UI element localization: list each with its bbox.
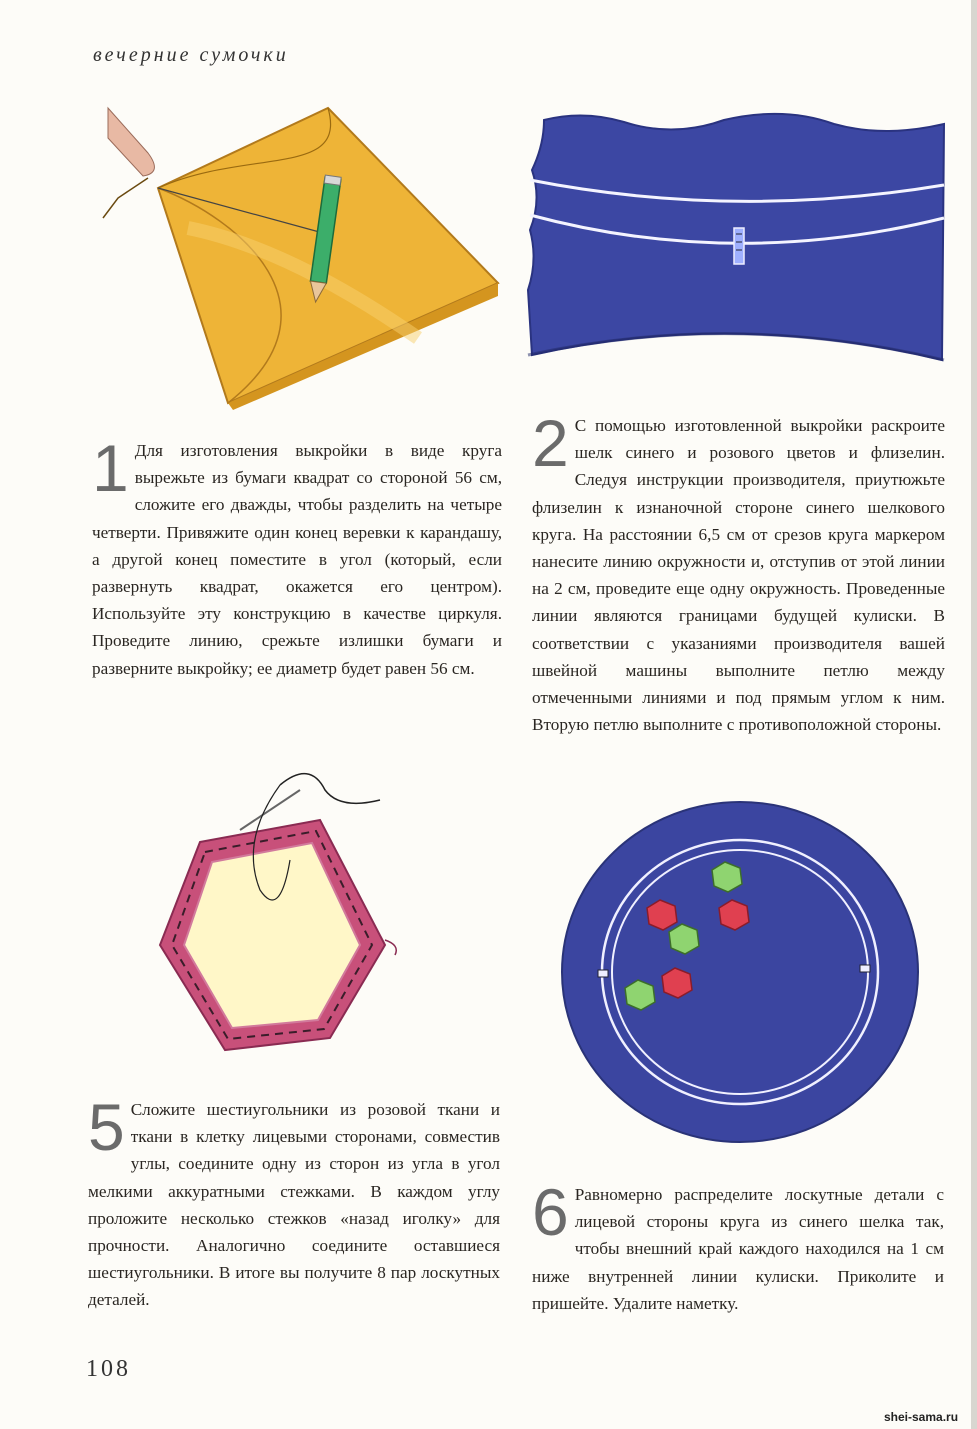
page-number: 108 [86, 1356, 131, 1382]
step-2 [532, 406, 945, 738]
step-6 [532, 1175, 944, 1317]
blue-circle-patches-illustration [560, 800, 925, 1145]
step-text: С помощью изготовленной выкройки раскроите шелк синего и розового цветов и флизелин. Следуя инструкции производителя, приутюжьте флизелин к изнаночной стороне синего шелкового круга. На расстоянии 6,5 см от срезов круга маркером нанесите линию окружности и, отступив от этой линии на 2 см, проведите еще одну окружность. Проведенные линии являются границами будущей кулиски. В соответствии с указаниями производителя вашей швейной машины выполните петлю между отмеченными линиями и под прямым углом к ним. Вторую петлю выполните с противоположной стороны. [532, 416, 945, 735]
hexagon-sewing-illustration [150, 770, 410, 1065]
page-edge [971, 0, 977, 1429]
running-header: вечерние сумочки [93, 44, 289, 66]
step-5 [88, 1090, 500, 1314]
watermark: shei-sama.ru [884, 1410, 959, 1424]
step-number: 6 [532, 1175, 569, 1249]
step-text: Равномерно распределите лоскутные детали с лицевой стороны круга из синего шелка так, чтобы внешний край каждого находился на 1 см ниже внутренней линии кулиски. Приколите и пришейте. Удалите наметку. [532, 1185, 944, 1313]
step-number: 1 [92, 431, 129, 505]
step-1 [92, 431, 502, 682]
blue-silk-drawstring-illustration [524, 110, 949, 395]
step-text: Сложите шестиугольники из розовой ткани и ткани в клетку лицевыми сторонами, совместив углы, соедините одну из сторон из угла в угол мелкими аккуратными стежками. В каждом углу проложите несколько стежков «назад иголку» для прочности. Аналогично соедините оставшиеся шестиугольники. В итоге вы получите 8 пар лоскутных деталей. [88, 1100, 500, 1310]
step-number: 5 [88, 1090, 125, 1164]
step-number: 2 [532, 406, 569, 480]
step-text: Для изготовления выкройки в виде круга вырежьте из бумаги квадрат со стороной 56 см, сложите его дважды, чтобы разделить на четыре четверти. Привяжите один конец веревки к карандашу, а другой конец поместите в угол (который, если развернуть квадрат, окажется его центром). Используйте эту конструкцию в качестве циркуля. Проведите линию, срежьте излишки бумаги и разверните выкройку; ее диаметр будет равен 56 см. [92, 441, 502, 678]
folded-paper-pencil-illustration [88, 98, 508, 410]
